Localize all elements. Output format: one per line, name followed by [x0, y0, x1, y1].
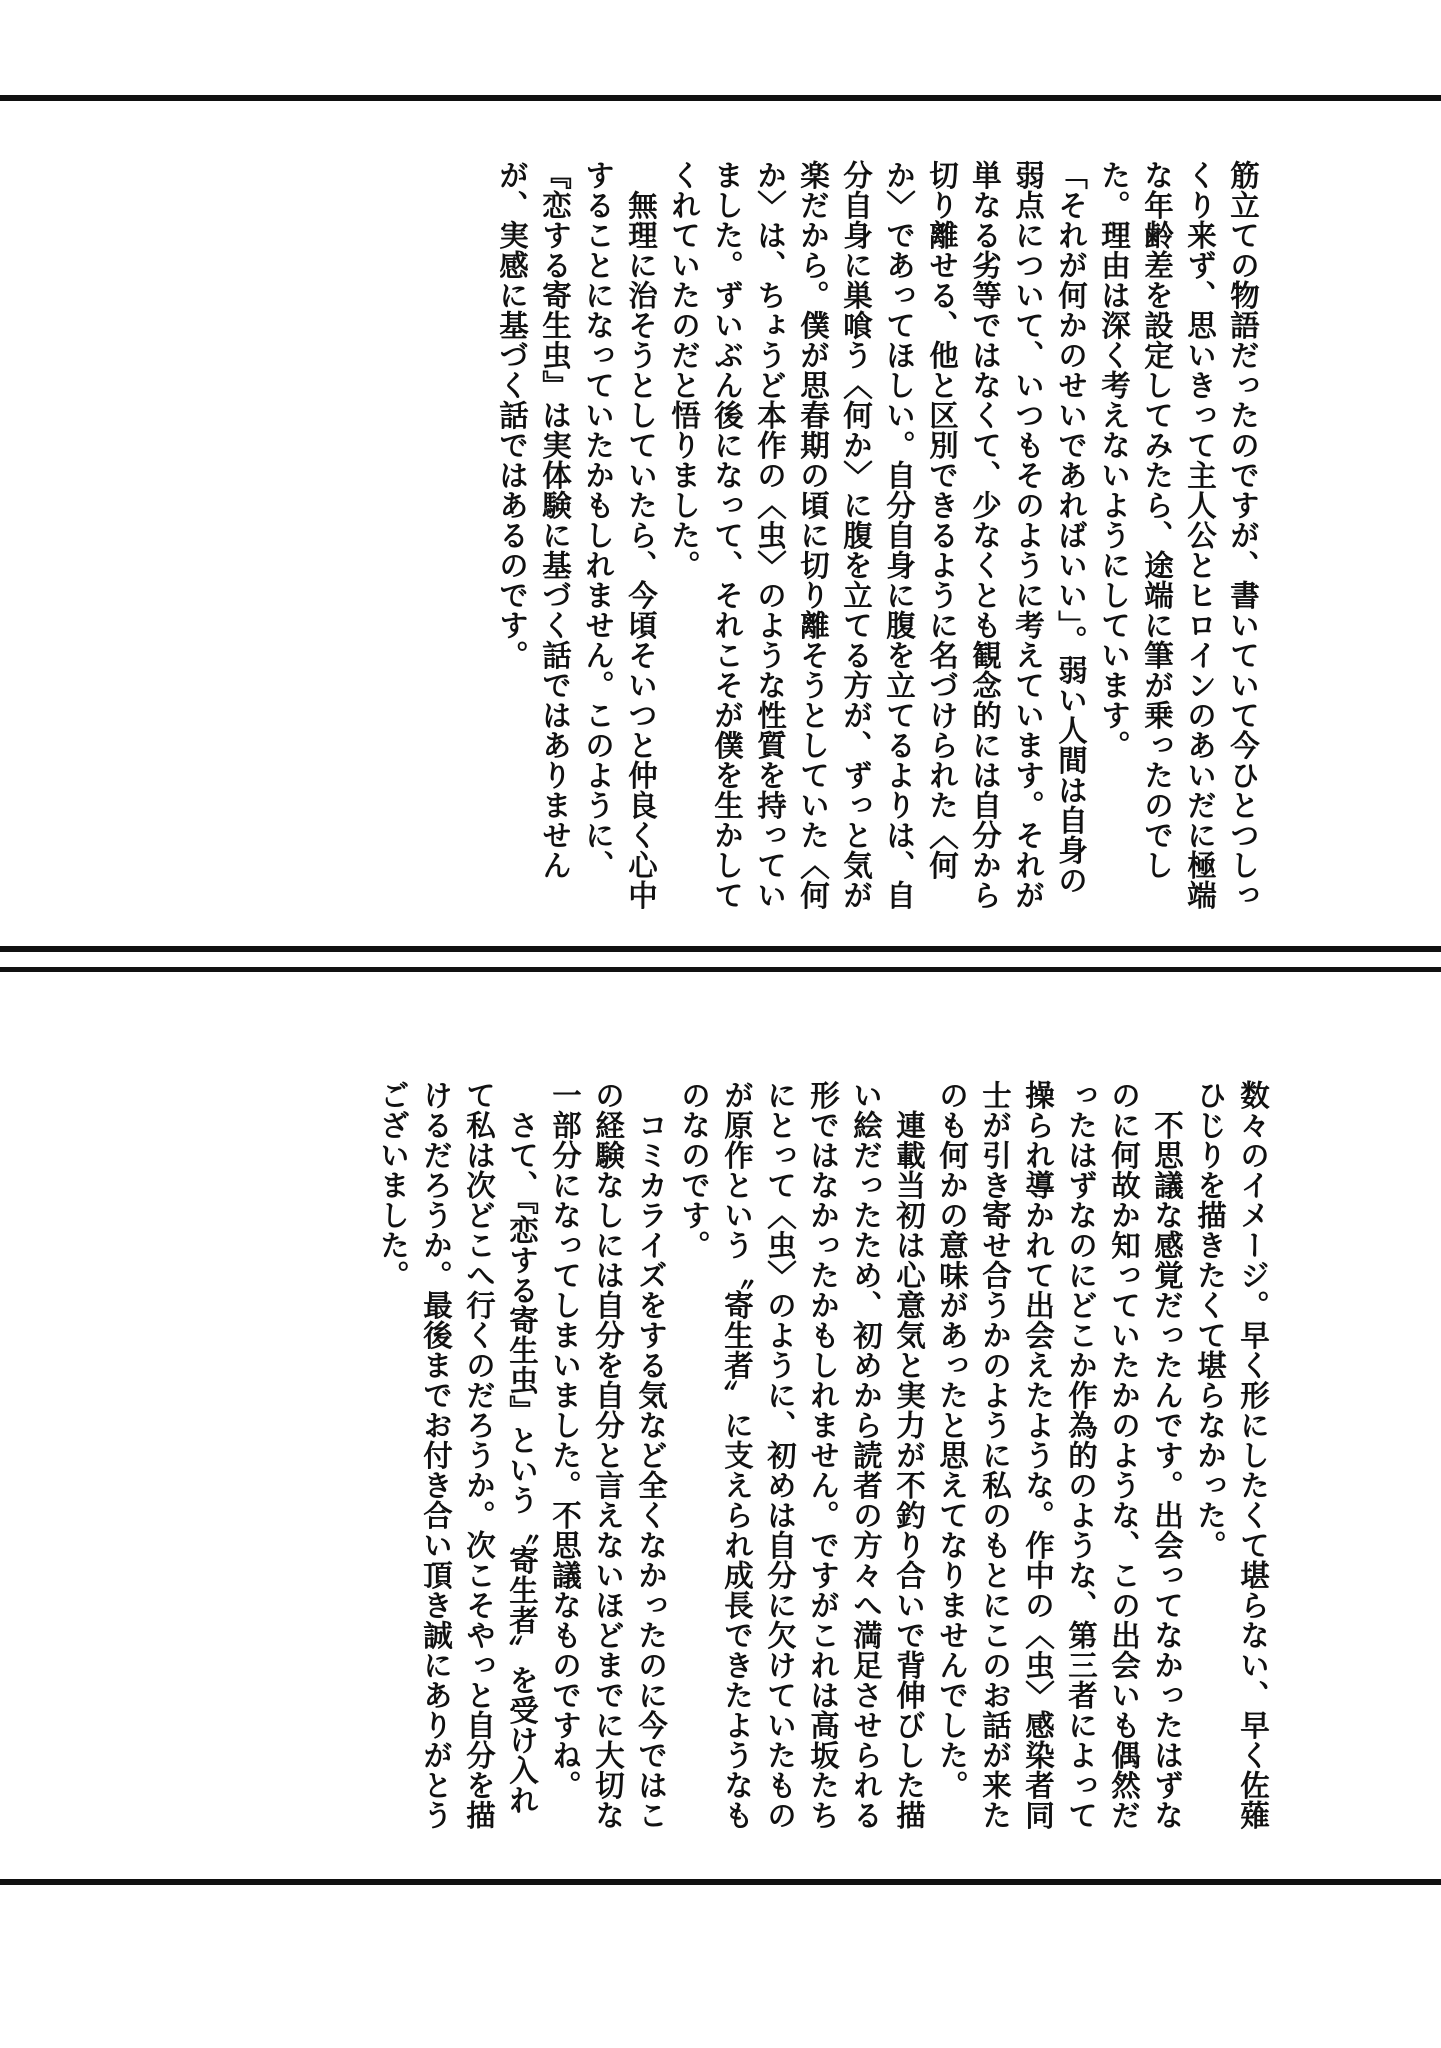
paragraph: 連載当初は心意気と実力が不釣り合いで背伸びした描い絵だったため、初めから読者の方々へ満足させられる形ではなかったかもしれません。ですがこれは高坂たちにとって〈虫〉のように、初めは自分に欠けていたものが原作という〝寄生者〟に支えられ成長できたようなものなのです。: [677, 1080, 927, 1830]
paragraph: 「それが何かのせいであればいい」。弱い人間は自身の弱点について、いつもそのように考えています。それが単なる劣等ではなくて、少なくとも観念的には自分から切り離せる、他と区別できるように名づけられた〈何か〉であってほしい。自分自身に腹を立てるよりは、自分自身に巣喰う〈何か〉に腹を立てる方が、ずっと気が楽だから。僕が思春期の頃に切り離そうとしていた〈何か〉は、ちょうど本作の〈虫〉のような性質を持っていました。ずいぶん後になって、それこそが僕を生かしてくれていたのだと悟りました。: [667, 160, 1089, 910]
paragraph: さて、『恋する寄生虫』という〝寄生者〟を受け入れて私は次どこへ行くのだろうか。次こそやっと自分を描けるだろうか。最後までお付き合い頂き誠にありがとうございました。: [376, 1080, 540, 1830]
bottom-text-column: [372, 1080, 1275, 1840]
top-text-panel: [225, 160, 1265, 920]
middle-rule-lower: [0, 967, 1441, 972]
paragraph: 無理に治そうとしていたら、今頃そいつと仲良く心中することになっていたかもしれません。このように、『恋する寄生虫』は実体験に基づく話ではありませんが、実感に基づく話ではあるのです。: [495, 160, 659, 910]
paragraph: 数々のイメージ。早く形にしたくて堪らない、早く佐薙ひじりを描きたくて堪らなかった。: [1193, 1080, 1271, 1830]
bottom-text-panel: [170, 1080, 1275, 1840]
bottom-rule: [0, 1879, 1441, 1885]
top-text-column: [491, 160, 1265, 920]
paragraph: 不思議な感覚だったんです。出会ってなかったはずなのに何故か知っていたかのような、この出会いも偶然だったはずなのにどこか作為的のような、第三者によって操られ導かれて出会えたような。作中の〈虫〉感染者同士が引き寄せ合うかのように私のもとにこのお話が来たのも何かの意味があったと思えてなりませんでした。: [935, 1080, 1185, 1830]
top-rule-upper: [0, 95, 1441, 101]
middle-rule-upper: [0, 946, 1441, 952]
paragraph: 筋立ての物語だったのですが、書いていて今ひとつしっくり来ず、思いきって主人公とヒロインのあいだに極端な年齢差を設定してみたら、途端に筆が乗ったのでした。理由は深く考えないようにしています。: [1097, 160, 1261, 910]
paragraph: コミカライズをする気など全くなかったのに今ではこの経験なしには自分を自分と言えないほどまでに大切な一部分になってしまいました。不思議なものですね。: [548, 1080, 669, 1830]
